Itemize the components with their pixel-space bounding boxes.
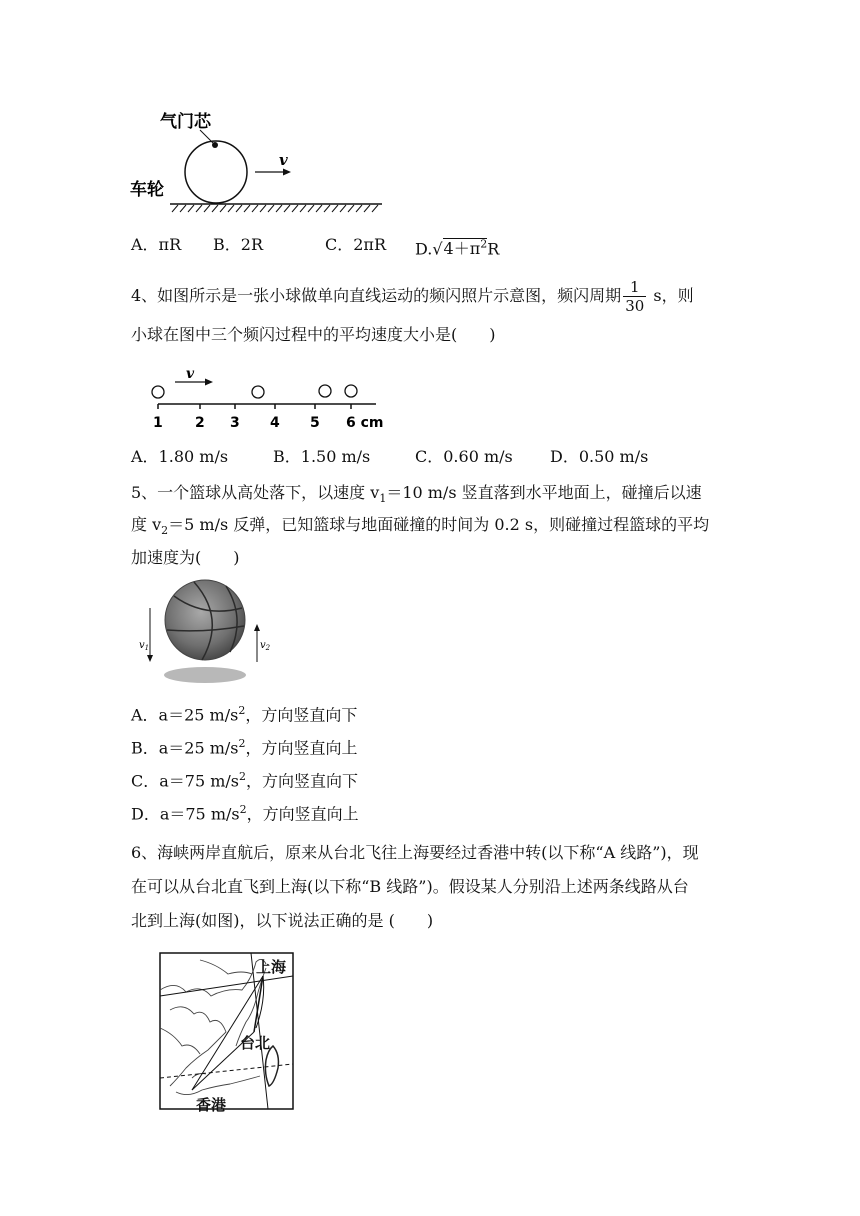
tick-label-4: 4 xyxy=(270,415,280,431)
q3-option-d-prefix: D. xyxy=(415,239,433,259)
q6-line3: 北到上海(如图)，以下说法正确的是 ( ) xyxy=(131,911,434,930)
q6-line1: 6、海峡两岸直航后，原来从台北飞往上海要经过香港中转(以下称“A 线路”)，现 xyxy=(131,843,699,862)
q5-option-b[interactable]: B．a＝25 $m/s^2$，方向竖直向上 xyxy=(131,737,358,758)
strobe-velocity-arrowhead xyxy=(205,379,213,386)
velocity-label: v xyxy=(279,151,288,169)
valve-label: 气门芯 xyxy=(160,112,211,132)
tick-label-5: 5 xyxy=(310,415,320,431)
tick-label-3: 3 xyxy=(230,415,240,431)
q5-line1: 5、一个篮球从高处落下，以速度 $v_1=10$ m/s 竖直落到水平地面上，碰撞后以速 xyxy=(131,483,702,506)
wheel-circle xyxy=(185,141,247,203)
q4-option-a[interactable]: A．1.80 m/s xyxy=(131,447,229,466)
tick-label-6: 6 cm xyxy=(346,415,384,431)
q5-option-c[interactable]: C．a＝75 $m/s^2$，方向竖直向下 xyxy=(131,770,359,791)
ball-1 xyxy=(152,386,164,398)
q5-line2: 度 $v_2=5$ m/s 反弹，已知篮球与地面碰撞的时间为 0.2 s，则碰撞过程篮球的平均 xyxy=(131,515,710,538)
q4-text-before: 4、如图所示是一张小球做单向直线运动的频闪照片示意图，频闪周期 xyxy=(131,286,622,305)
ball-shadow xyxy=(164,667,246,683)
q3-option-b[interactable]: B．2R xyxy=(213,235,263,254)
ground-hatching xyxy=(172,205,378,212)
wheel-label: 车轮 xyxy=(130,180,164,200)
q6-line2: 在可以从台北直飞到上海(以下称“B 线路”)。假设某人分别沿上述两条线路从台 xyxy=(131,877,689,896)
q3-option-d-suffix: R xyxy=(487,239,500,259)
strobe-velocity-label: v xyxy=(186,366,195,382)
tick-label-2: 2 xyxy=(195,415,205,431)
v1-arrowhead xyxy=(147,655,153,662)
q4-option-b[interactable]: B．1.50 m/s xyxy=(273,447,371,466)
sqrt-sign: √ xyxy=(432,239,443,259)
velocity-arrowhead xyxy=(283,169,291,176)
q3-option-a[interactable]: A．πR xyxy=(131,235,182,254)
q5-option-d[interactable]: D．a＝75 $m/s^2$，方向竖直向上 xyxy=(131,803,359,824)
q3-option-d[interactable] xyxy=(415,234,499,260)
basketball-figure xyxy=(134,578,279,688)
map-frame xyxy=(160,953,293,1109)
wheel-figure xyxy=(128,100,398,220)
q4-option-c[interactable]: C．0.60 m/s xyxy=(415,447,513,466)
q4-line2: 小球在图中三个频闪过程中的平均速度大小是( ) xyxy=(131,325,496,344)
map-label-taipei: 台北 xyxy=(240,1034,271,1052)
q4-option-d[interactable]: D．0.50 m/s xyxy=(550,447,649,466)
q4-text-after: s，则 xyxy=(648,286,694,305)
route-map xyxy=(156,950,298,1114)
basketball xyxy=(165,580,245,660)
q5-line3: 加速度为( ) xyxy=(131,548,240,567)
v2-label: $v_2$ xyxy=(260,640,271,652)
ball-3 xyxy=(319,385,331,397)
q5-option-a[interactable]: A．a＝25 $m/s^2$，方向竖直向下 xyxy=(131,704,358,725)
ball-2 xyxy=(252,386,264,398)
q3-option-d-radicand: $4+\pi^2$ xyxy=(443,238,488,259)
strobe-figure xyxy=(140,362,390,434)
tick-label-1: 1 xyxy=(153,415,163,431)
v2-arrowhead xyxy=(254,624,260,631)
q3-option-c[interactable]: C．2πR xyxy=(325,235,386,254)
map-label-hongkong: 香港 xyxy=(196,1096,227,1114)
v1-label: $v_1$ xyxy=(139,640,150,652)
q4-period-fraction: $\frac{1}{30}$ xyxy=(625,278,645,315)
map-label-shanghai: 上海 xyxy=(256,958,287,976)
q4-line1 xyxy=(131,276,694,316)
ball-4 xyxy=(345,385,357,397)
